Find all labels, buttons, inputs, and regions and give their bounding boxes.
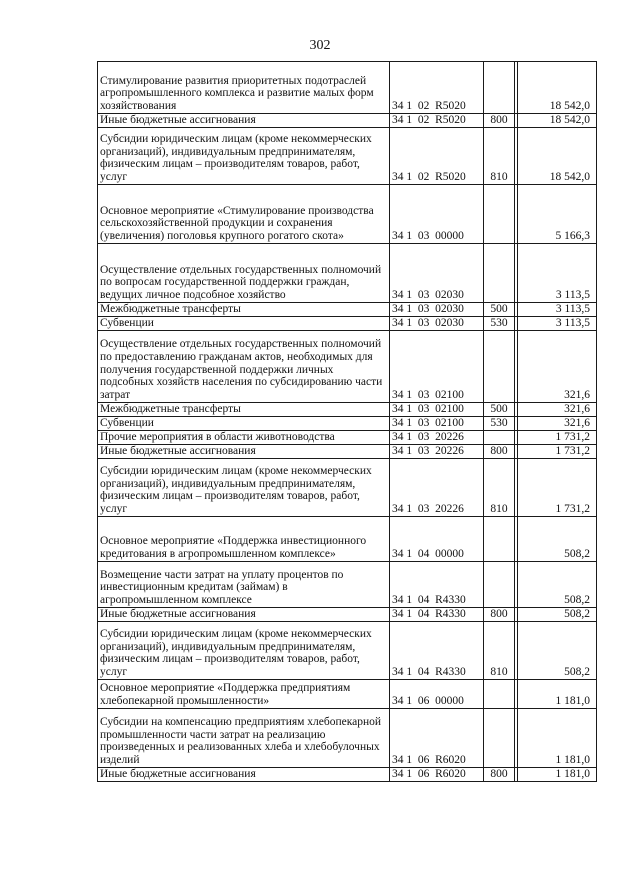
row-name: Прочие мероприятия в области животноводства — [98, 431, 390, 445]
row-code: 34 1 02 R5020 — [390, 62, 484, 114]
row-kind: 500 — [484, 403, 515, 417]
row-code: 34 1 03 02030 — [390, 244, 484, 303]
table-row — [98, 417, 597, 431]
row-code: 34 1 02 R5020 — [390, 128, 484, 185]
row-name: Межбюджетные трансферты — [98, 303, 390, 317]
row-code: 34 1 04 00000 — [390, 517, 484, 562]
row-name: Иные бюджетные ассигнования — [98, 608, 390, 622]
row-code: 34 1 03 02100 — [390, 417, 484, 431]
row-sum: 3 113,5 — [518, 317, 597, 331]
row-code: 34 1 03 00000 — [390, 185, 484, 244]
table-row — [98, 622, 597, 680]
row-kind: 800 — [484, 445, 515, 459]
row-code: 34 1 02 R5020 — [390, 114, 484, 128]
row-sum: 18 542,0 — [518, 114, 597, 128]
row-kind — [484, 331, 515, 403]
row-code: 34 1 03 02030 — [390, 303, 484, 317]
row-sum: 1 731,2 — [518, 431, 597, 445]
row-code: 34 1 03 02100 — [390, 331, 484, 403]
row-name: Осуществление отдельных государственных полномочий по вопросам государственной поддержки граждан, ведущих личное подсобное хозяйство — [98, 244, 390, 303]
row-kind — [484, 517, 515, 562]
row-name: Межбюджетные трансферты — [98, 403, 390, 417]
row-name: Основное мероприятие «Поддержка инвестиционного кредитования в агропромышленном комплексе» — [98, 517, 390, 562]
row-code: 34 1 04 R4330 — [390, 608, 484, 622]
row-name: Субсидии юридическим лицам (кроме некоммерческих организаций), индивидуальным предпринимателям, физическим лицам – производителям товаров, работ, услуг — [98, 622, 390, 680]
row-name: Стимулирование развития приоритетных подотраслей агропромышленного комплекса и развитие малых форм хозяйствования — [98, 62, 390, 114]
row-name: Субсидии юридическим лицам (кроме некоммерческих организаций), индивидуальным предпринимателям, физическим лицам – производителям товаров, работ, услуг — [98, 459, 390, 517]
row-name: Субвенции — [98, 417, 390, 431]
table-row — [98, 244, 597, 303]
row-sum: 508,2 — [518, 622, 597, 680]
row-code: 34 1 03 20226 — [390, 459, 484, 517]
row-kind: 500 — [484, 303, 515, 317]
row-name: Субвенции — [98, 317, 390, 331]
table-row — [98, 680, 597, 709]
row-code: 34 1 06 R6020 — [390, 709, 484, 768]
table-row — [98, 709, 597, 768]
row-code: 34 1 06 R6020 — [390, 768, 484, 782]
row-kind — [484, 431, 515, 445]
row-sum: 1 731,2 — [518, 459, 597, 517]
row-sum: 1 181,0 — [518, 709, 597, 768]
table-row — [98, 185, 597, 244]
row-code: 34 1 04 R4330 — [390, 562, 484, 608]
row-sum: 321,6 — [518, 417, 597, 431]
row-kind: 530 — [484, 317, 515, 331]
table-row — [98, 445, 597, 459]
row-kind — [484, 562, 515, 608]
row-kind — [484, 709, 515, 768]
table-row — [98, 303, 597, 317]
row-kind: 800 — [484, 768, 515, 782]
row-kind: 530 — [484, 417, 515, 431]
row-sum: 321,6 — [518, 331, 597, 403]
row-sum: 508,2 — [518, 517, 597, 562]
row-sum: 3 113,5 — [518, 244, 597, 303]
row-kind — [484, 680, 515, 709]
row-kind — [484, 244, 515, 303]
table-row — [98, 403, 597, 417]
row-sum: 18 542,0 — [518, 128, 597, 185]
row-name: Возмещение части затрат на уплату процентов по инвестиционным кредитам (займам) в агропромышленном комплексе — [98, 562, 390, 608]
row-sum: 1 731,2 — [518, 445, 597, 459]
row-sum: 18 542,0 — [518, 62, 597, 114]
row-name: Иные бюджетные ассигнования — [98, 445, 390, 459]
row-name: Субсидии на компенсацию предприятиям хлебопекарной промышленности части затрат на реализацию произведенных и реализованных хлеба и хлебобулочных изделий — [98, 709, 390, 768]
row-code: 34 1 03 20226 — [390, 431, 484, 445]
table-row — [98, 431, 597, 445]
row-kind: 800 — [484, 114, 515, 128]
row-kind — [484, 62, 515, 114]
row-kind: 810 — [484, 459, 515, 517]
table-row — [98, 128, 597, 185]
table-row — [98, 608, 597, 622]
row-sum: 1 181,0 — [518, 768, 597, 782]
page-number: 302 — [309, 38, 331, 53]
row-name: Иные бюджетные ассигнования — [98, 768, 390, 782]
row-sum: 3 113,5 — [518, 303, 597, 317]
row-code: 34 1 04 R4330 — [390, 622, 484, 680]
row-name: Субсидии юридическим лицам (кроме некоммерческих организаций), индивидуальным предпринимателям, физическим лицам – производителям товаров, работ, услуг — [98, 128, 390, 185]
row-kind — [484, 185, 515, 244]
table-row — [98, 517, 597, 562]
table-row — [98, 562, 597, 608]
row-sum: 508,2 — [518, 608, 597, 622]
row-sum: 321,6 — [518, 403, 597, 417]
row-kind: 810 — [484, 622, 515, 680]
row-kind: 810 — [484, 128, 515, 185]
row-sum: 1 181,0 — [518, 680, 597, 709]
row-code: 34 1 03 02100 — [390, 403, 484, 417]
table-row — [98, 768, 597, 782]
row-code: 34 1 06 00000 — [390, 680, 484, 709]
table-row — [98, 459, 597, 517]
row-name: Основное мероприятие «Стимулирование производства сельскохозяйственной продукции и сохранения (увеличения) поголовья крупного рогатого скота» — [98, 185, 390, 244]
row-name: Иные бюджетные ассигнования — [98, 114, 390, 128]
row-code: 34 1 03 20226 — [390, 445, 484, 459]
table-row — [98, 114, 597, 128]
row-kind: 800 — [484, 608, 515, 622]
row-code: 34 1 03 02030 — [390, 317, 484, 331]
row-name: Осуществление отдельных государственных полномочий по предоставлению гражданам актов, необходимых для получения государственной поддержки личных подсобных хозяйств населения по субсидированию части затрат — [98, 331, 390, 403]
table-row — [98, 317, 597, 331]
budget-table — [97, 61, 597, 782]
row-sum: 508,2 — [518, 562, 597, 608]
table-row — [98, 62, 597, 114]
row-sum: 5 166,3 — [518, 185, 597, 244]
table-row — [98, 331, 597, 403]
row-name: Основное мероприятие «Поддержка предприятиям хлебопекарной промышленности» — [98, 680, 390, 709]
